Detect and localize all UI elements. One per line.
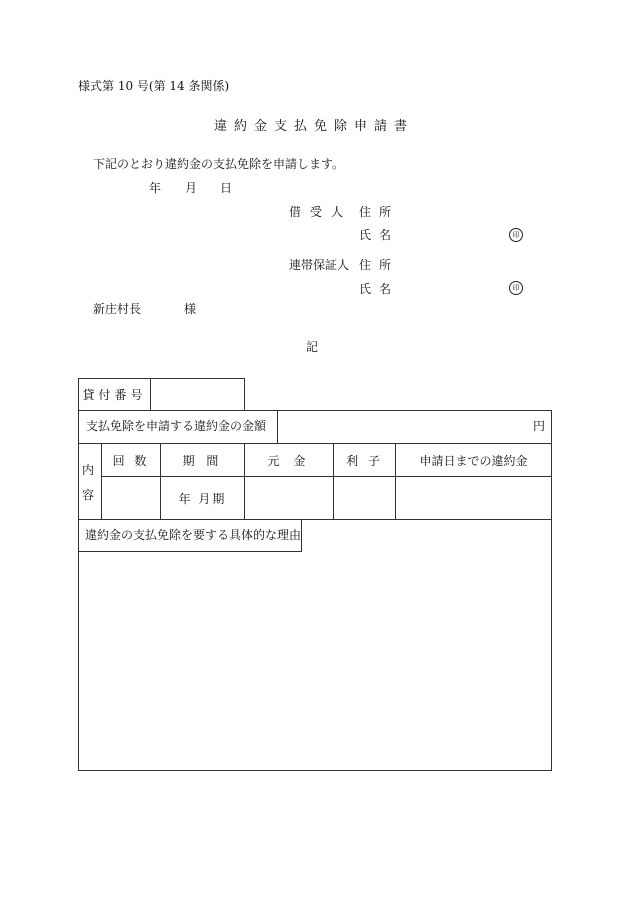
amount-label: 支払免除を申請する違約金の金額: [86, 419, 267, 433]
intro-text: 下記のとおり違約金の支払免除を申請します。: [93, 157, 345, 171]
principal-field[interactable]: [245, 477, 333, 519]
date-year: 年: [149, 181, 162, 195]
header-penalty: 申請日までの違約金: [419, 453, 528, 468]
addressee-name: 新庄村長: [93, 302, 142, 316]
borrower-label: 借受人: [289, 205, 353, 219]
guarantor-label: 連帯保証人: [289, 258, 350, 272]
header-count: 回 数: [112, 453, 150, 468]
period-value[interactable]: 年 月期: [178, 491, 227, 506]
detail-label-top: 内: [82, 463, 95, 477]
loan-number-field[interactable]: [151, 379, 244, 410]
page-title: 違約金支払免除申請書: [214, 119, 415, 134]
guarantor-name-label: 氏名: [359, 282, 400, 296]
header-principal: 元 金: [267, 453, 311, 468]
detail-label-bottom: 容: [82, 488, 95, 502]
addressee-honorific: 様: [184, 302, 197, 316]
guarantor-seal-icon: 印: [509, 281, 523, 295]
header-period: 期 間: [182, 453, 223, 468]
reason-label: 違約金の支払免除を要する具体的な理由: [85, 528, 302, 542]
ki-heading: 記: [306, 340, 319, 354]
interest-field[interactable]: [334, 477, 395, 519]
borrower-seal-icon: 印: [509, 228, 523, 242]
date-month: 月: [185, 181, 198, 195]
borrower-name-label: 氏名: [359, 228, 400, 242]
date-day: 日: [220, 181, 233, 195]
loan-number-label: 貸付番号: [82, 388, 147, 402]
penalty-field[interactable]: [396, 477, 551, 519]
form-number: 様式第 10 号(第 14 条関係): [78, 79, 230, 93]
amount-field[interactable]: [278, 411, 528, 443]
header-interest: 利 子: [346, 453, 383, 468]
guarantor-address-label: 住所: [359, 258, 400, 272]
amount-unit: 円: [533, 419, 546, 433]
borrower-address-label: 住所: [359, 205, 400, 219]
count-field[interactable]: [102, 477, 160, 519]
reason-field[interactable]: [79, 552, 551, 770]
